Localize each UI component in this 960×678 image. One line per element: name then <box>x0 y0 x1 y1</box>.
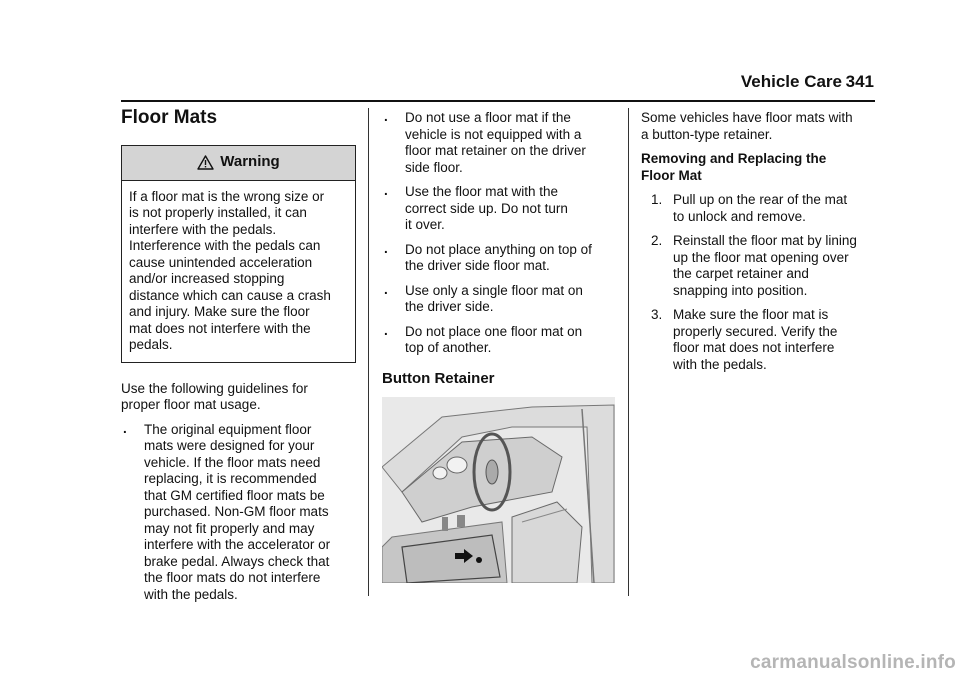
text-line: top of another. <box>405 340 492 355</box>
warning-line: and/or increased stopping <box>129 271 285 286</box>
text-line: Reinstall the floor mat by lining <box>673 233 857 248</box>
bullet-mark: . <box>384 183 388 198</box>
bullet-item <box>382 324 617 357</box>
step-number: 2. <box>651 233 663 248</box>
section-title: Floor Mats <box>121 107 218 128</box>
warning-line: and injury. Make sure the floor <box>129 304 310 319</box>
bullet-item <box>382 283 617 316</box>
text-line: proper floor mat usage. <box>121 397 261 412</box>
text-line: purchased. Non-GM floor mats <box>144 504 329 519</box>
text-line: Do not place one floor mat on <box>405 323 583 339</box>
text-line: Floor Mat <box>641 167 702 183</box>
step-item <box>641 233 876 299</box>
text-line: correct side up. Do not turn <box>405 200 568 216</box>
warning-triangle-icon <box>197 155 214 170</box>
warning-text <box>122 181 355 362</box>
text-line: it over. <box>405 217 445 232</box>
warning-label: Warning <box>220 153 280 171</box>
page-header <box>0 72 960 100</box>
text-line: Removing and Replacing the <box>641 151 827 166</box>
page-number: 341 <box>845 72 874 91</box>
floor-mat-illustration <box>382 397 615 583</box>
text-line: Do not place anything on top of <box>405 241 592 257</box>
text-line: that GM certified floor mats be <box>144 487 325 503</box>
bullet-item <box>382 184 617 234</box>
warning-line: Interference with the pedals can <box>129 238 321 253</box>
text-line: replacing, it is recommended <box>144 471 317 486</box>
text-line: the driver side floor mat. <box>405 258 550 273</box>
warning-line: is not properly installed, it can <box>129 205 307 220</box>
warning-line: If a floor mat is the wrong size or <box>129 188 325 204</box>
text-line: vehicle is not equipped with a <box>405 126 582 142</box>
text-line: Do not use a floor mat if the <box>405 110 571 125</box>
bullet-item <box>382 242 617 275</box>
column-divider <box>368 108 369 596</box>
step-item <box>641 192 876 225</box>
bullet-mark: . <box>384 240 388 256</box>
text-line: with the pedals. <box>144 586 238 602</box>
text-line: brake pedal. Always check that <box>144 553 330 569</box>
step-item <box>641 307 876 373</box>
arrow-right-icon <box>454 549 474 568</box>
warning-line: interfere with the pedals. <box>129 221 277 237</box>
intro-paragraph <box>121 381 356 414</box>
warning-box <box>121 145 356 363</box>
watermark: carmanualsonline.info <box>750 652 956 673</box>
car-interior-illustration <box>382 397 615 583</box>
warning-line: distance which can cause a crash <box>129 287 331 303</box>
text-line: Use the floor mat with the <box>405 184 559 199</box>
text-line: side floor. <box>405 159 463 175</box>
text-line: with the pedals. <box>673 356 767 372</box>
warning-line: mat does not interfere with the <box>129 320 311 336</box>
text-line: Pull up on the rear of the mat <box>673 192 848 207</box>
header-rule <box>121 100 875 102</box>
step-number: 1. <box>651 192 663 207</box>
intro-paragraph <box>641 110 876 143</box>
procedure-heading <box>641 151 876 184</box>
bullet-item <box>382 110 617 176</box>
text-line: Use the following guidelines for <box>121 380 308 396</box>
text-line: a button-type retainer. <box>641 126 773 142</box>
text-line: Make sure the floor mat is <box>673 307 829 322</box>
bullet-mark: . <box>384 281 388 297</box>
step-number: 3. <box>651 307 663 322</box>
text-line: snapping into position. <box>673 282 808 298</box>
text-line: to unlock and remove. <box>673 208 806 224</box>
column-2 <box>382 110 617 583</box>
bullet-mark: . <box>384 109 388 124</box>
text-line: vehicle. If the floor mats need <box>144 454 321 470</box>
column-divider <box>628 108 629 596</box>
text-line: the carpet retainer and <box>673 266 809 281</box>
header-title: Vehicle Care <box>740 72 842 91</box>
text-line: The original equipment floor <box>144 421 312 437</box>
text-line: floor mat retainer on the driver <box>405 143 586 158</box>
bullet-mark: . <box>384 322 388 338</box>
warning-line: cause unintended acceleration <box>129 254 313 270</box>
text-line: up the floor mat opening over <box>673 249 849 265</box>
text-line: floor mat does not interfere <box>673 340 835 355</box>
text-line: the floor mats do not interfere <box>144 570 321 585</box>
text-line: Some vehicles have floor mats with <box>641 110 853 125</box>
text-line: the driver side. <box>405 299 494 314</box>
bullet-mark: . <box>123 420 127 436</box>
column-1 <box>121 107 356 611</box>
warning-line: pedals. <box>129 337 173 352</box>
text-line: interfere with the accelerator or <box>144 537 331 552</box>
bullet-item <box>121 422 356 604</box>
warning-header <box>122 146 355 181</box>
text-line: may not fit properly and may <box>144 520 315 536</box>
text-line: properly secured. Verify the <box>673 323 838 339</box>
text-line: Use only a single floor mat on <box>405 282 583 298</box>
column-3 <box>641 110 876 381</box>
subsection-title: Button Retainer <box>382 369 495 387</box>
text-line: mats were designed for your <box>144 438 315 453</box>
